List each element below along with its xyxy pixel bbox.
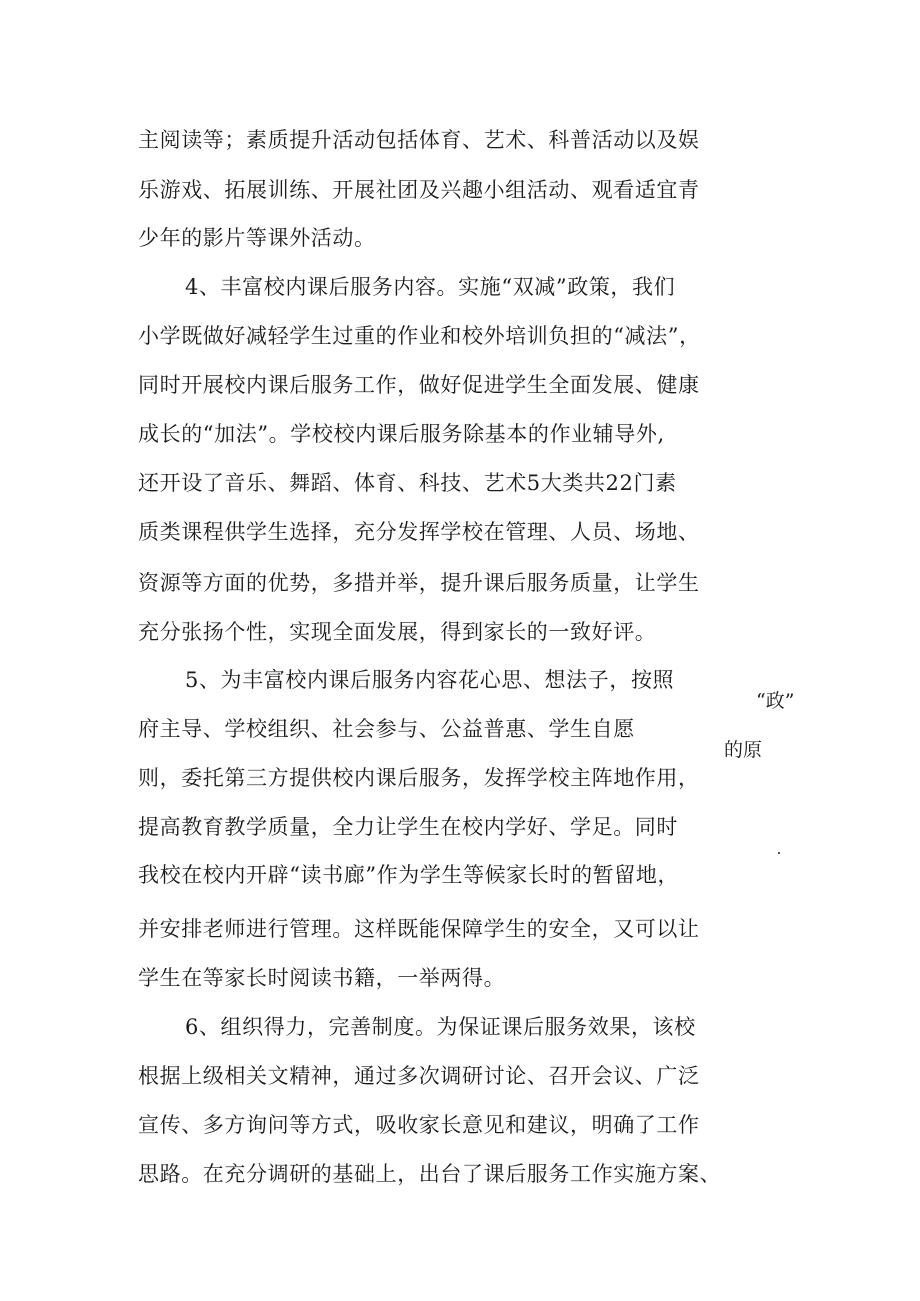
text-line: 学生在等家长时阅读书籍，一举两得。: [138, 966, 506, 990]
text-line: 并安排老师进行管理。这样既能保障学生的安全，又可以让: [138, 917, 700, 941]
text-line: 少年的影片等课外活动。: [138, 226, 376, 250]
text-line: 则，委托第三方提供校内课后服务，发挥学校主阵地作用，: [138, 766, 700, 790]
text-line: 还开设了音乐、舞蹈、体育、科技、艺术5大类共22门素: [138, 471, 677, 495]
text-line: 乐游戏、拓展训练、开展社团及兴趣小组活动、观看适宜青: [138, 178, 700, 202]
text-line: 资源等方面的优势，多措并举，提升课后服务质量，让学生: [138, 571, 700, 595]
side-note-zheng: “政”: [756, 690, 795, 712]
text-line: 我校在校内开辟“读书廊”作为学生等候家长时的暂留地，: [138, 863, 680, 887]
text-line: 思路。在充分调研的基础上，出台了课后服务工作实施方案、: [138, 1162, 722, 1186]
paragraph-start-line: 5、为丰富校内课后服务内容花心思、想法子，按照: [185, 668, 675, 692]
text-line: 府主导、学校组织、社会参与、公益普惠、学生自愿: [138, 717, 635, 741]
side-note-de-yuan: 的原: [724, 739, 763, 761]
stray-dot: [778, 852, 780, 854]
text-line: 小学既做好减轻学生过重的作业和校外培训负担的“减法”，: [138, 324, 701, 348]
text-line: 成长的“加法”。学校校内课后服务除基本的作业辅导外,: [138, 422, 665, 446]
text-line: 质类课程供学生选择，充分发挥学校在管理、人员、场地、: [138, 520, 700, 544]
text-line: 同时开展校内课后服务工作，做好促进学生全面发展、健康: [138, 373, 700, 397]
paragraph-start-line: 6、组织得力，完善制度。为保证课后服务效果，该校: [185, 1015, 696, 1039]
text-line: 提高教育教学质量，全力让学生在校内学好、学足。同时: [138, 815, 678, 839]
paragraph-start-line: 4、丰富校内课后服务内容。实施“双减”政策，我们: [185, 275, 676, 299]
text-line: 充分张扬个性，实现全面发展，得到家长的一致好评。: [138, 620, 657, 644]
text-line: 宣传、多方询问等方式，吸收家长意见和建议，明确了工作: [138, 1113, 700, 1137]
text-line: 根据上级相关文精神，通过多次调研讨论、召开会议、广泛: [138, 1064, 700, 1088]
text-line: 主阅读等；素质提升活动包括体育、艺术、科普活动以及娱: [138, 128, 700, 152]
